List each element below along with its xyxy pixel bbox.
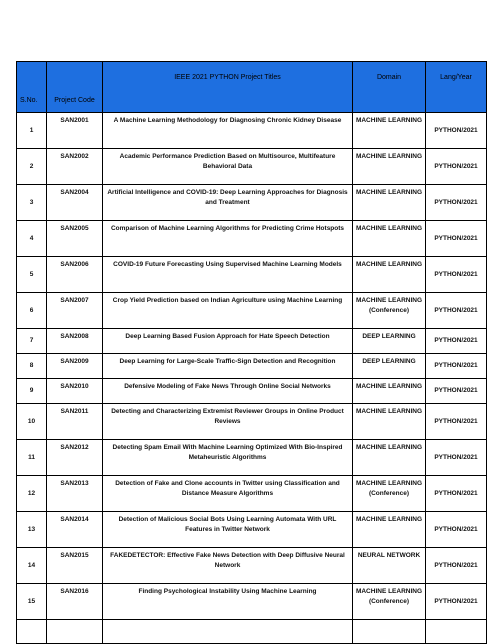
project-title: FAKEDETECTOR: Effective Fake News Detection with Deep Diffusive Neural Network	[103, 548, 353, 584]
lang-year: PYTHON/2021	[426, 440, 487, 476]
project-code: SAN2004	[47, 185, 103, 221]
domain: MACHINE LEARNING (Conference)	[353, 476, 426, 512]
project-title: Deep Learning for Large-Scale Traffic-Sign Detection and Recognition	[103, 354, 353, 379]
project-title: Defensive Modeling of Fake News Through Online Social Networks	[103, 379, 353, 404]
header-row	[17, 62, 487, 113]
table-row	[17, 440, 487, 476]
lang-year: PYTHON/2021	[426, 293, 487, 329]
header-lang-year: Lang/Year	[426, 62, 487, 113]
project-code: SAN2009	[47, 354, 103, 379]
domain: DEEP LEARNING	[353, 329, 426, 354]
project-title: Detecting and Characterizing Extremist Reviewer Groups in Online Product Reviews	[103, 404, 353, 440]
lang-year: PYTHON/2021	[426, 548, 487, 584]
domain: MACHINE LEARNING	[353, 404, 426, 440]
table-row	[17, 379, 487, 404]
lang-year: PYTHON/2021	[426, 329, 487, 354]
table-row	[17, 293, 487, 329]
table-row	[17, 584, 487, 620]
project-code: SAN2010	[47, 379, 103, 404]
lang-year: PYTHON/2021	[426, 476, 487, 512]
project-table	[16, 61, 487, 644]
lang-year: PYTHON/2021	[426, 404, 487, 440]
project-code: SAN2006	[47, 257, 103, 293]
lang-year: PYTHON/2021	[426, 113, 487, 149]
domain: MACHINE LEARNING	[353, 149, 426, 185]
domain: NEURAL NETWORK	[353, 548, 426, 584]
lang-year: PYTHON/2021	[426, 512, 487, 548]
table-row	[17, 354, 487, 379]
row-number: 12	[17, 476, 47, 512]
lang-year: PYTHON/2021	[426, 354, 487, 379]
project-code: SAN2012	[47, 440, 103, 476]
domain: MACHINE LEARNING	[353, 512, 426, 548]
row-number: 4	[17, 221, 47, 257]
project-code: SAN2014	[47, 512, 103, 548]
project-title: Academic Performance Prediction Based on Multisource, Multifeature Behavioral Data	[103, 149, 353, 185]
project-title: Deep Learning Based Fusion Approach for Hate Speech Detection	[103, 329, 353, 354]
table-row	[17, 185, 487, 221]
project-title: Detection of Malicious Social Bots Using Learning Automata With URL Features in Twitter Network	[103, 512, 353, 548]
project-code: SAN2007	[47, 293, 103, 329]
domain: MACHINE LEARNING (Conference)	[353, 584, 426, 620]
lang-year: PYTHON/2021	[426, 584, 487, 620]
header-domain: Domain	[353, 62, 426, 113]
lang-year: PYTHON/2021	[426, 221, 487, 257]
row-number: 14	[17, 548, 47, 584]
project-title: Detection of Fake and Clone accounts in Twitter using Classification and Distance Measure Algorithms	[103, 476, 353, 512]
project-title: A Machine Learning Methodology for Diagnosing Chronic Kidney Disease	[103, 113, 353, 149]
row-number: 5	[17, 257, 47, 293]
row-number: 9	[17, 379, 47, 404]
row-number: 8	[17, 354, 47, 379]
table-row	[17, 548, 487, 584]
project-code: SAN2013	[47, 476, 103, 512]
row-number: 10	[17, 404, 47, 440]
lang-year: PYTHON/2021	[426, 257, 487, 293]
project-code: SAN2005	[47, 221, 103, 257]
header-title: IEEE 2021 PYTHON Project Titles	[103, 62, 353, 113]
project-code: SAN2008	[47, 329, 103, 354]
table-row	[17, 404, 487, 440]
row-number: 2	[17, 149, 47, 185]
project-code: SAN2001	[47, 113, 103, 149]
table-row	[17, 257, 487, 293]
lang-year: PYTHON/2021	[426, 185, 487, 221]
table-row	[17, 149, 487, 185]
row-number: 15	[17, 584, 47, 620]
row-number: 6	[17, 293, 47, 329]
lang-year: PYTHON/2021	[426, 149, 487, 185]
domain: MACHINE LEARNING (Conference)	[353, 293, 426, 329]
table-row	[17, 221, 487, 257]
project-code: SAN2015	[47, 548, 103, 584]
domain: MACHINE LEARNING	[353, 257, 426, 293]
project-code: SAN2011	[47, 404, 103, 440]
table-row	[17, 329, 487, 354]
project-title: COVID-19 Future Forecasting Using Supervised Machine Learning Models	[103, 257, 353, 293]
domain: DEEP LEARNING	[353, 354, 426, 379]
project-code: SAN2016	[47, 584, 103, 620]
project-title: Artificial Intelligence and COVID-19: Deep Learning Approaches for Diagnosis and Treatment	[103, 185, 353, 221]
row-number: 3	[17, 185, 47, 221]
domain: MACHINE LEARNING	[353, 440, 426, 476]
lang-year: PYTHON/2021	[426, 379, 487, 404]
project-title: Comparison of Machine Learning Algorithms for Predicting Crime Hotspots	[103, 221, 353, 257]
header-project-code: Project Code	[47, 62, 103, 113]
project-title: Detecting Spam Email With Machine Learning Optimized With Bio-Inspired Metaheuristic Algorithms	[103, 440, 353, 476]
domain: MACHINE LEARNING	[353, 113, 426, 149]
row-number: 11	[17, 440, 47, 476]
domain: MACHINE LEARNING	[353, 221, 426, 257]
table-row	[17, 476, 487, 512]
header-sno: S.No.	[17, 62, 47, 113]
domain: MACHINE LEARNING	[353, 379, 426, 404]
project-code: SAN2002	[47, 149, 103, 185]
project-title: Crop Yield Prediction based on Indian Agriculture using Machine Learning	[103, 293, 353, 329]
row-number: 1	[17, 113, 47, 149]
row-number: 13	[17, 512, 47, 548]
table-row	[17, 512, 487, 548]
table-row	[17, 113, 487, 149]
project-title: Finding Psychological Instability Using Machine Learning	[103, 584, 353, 620]
domain: MACHINE LEARNING	[353, 185, 426, 221]
row-number: 7	[17, 329, 47, 354]
